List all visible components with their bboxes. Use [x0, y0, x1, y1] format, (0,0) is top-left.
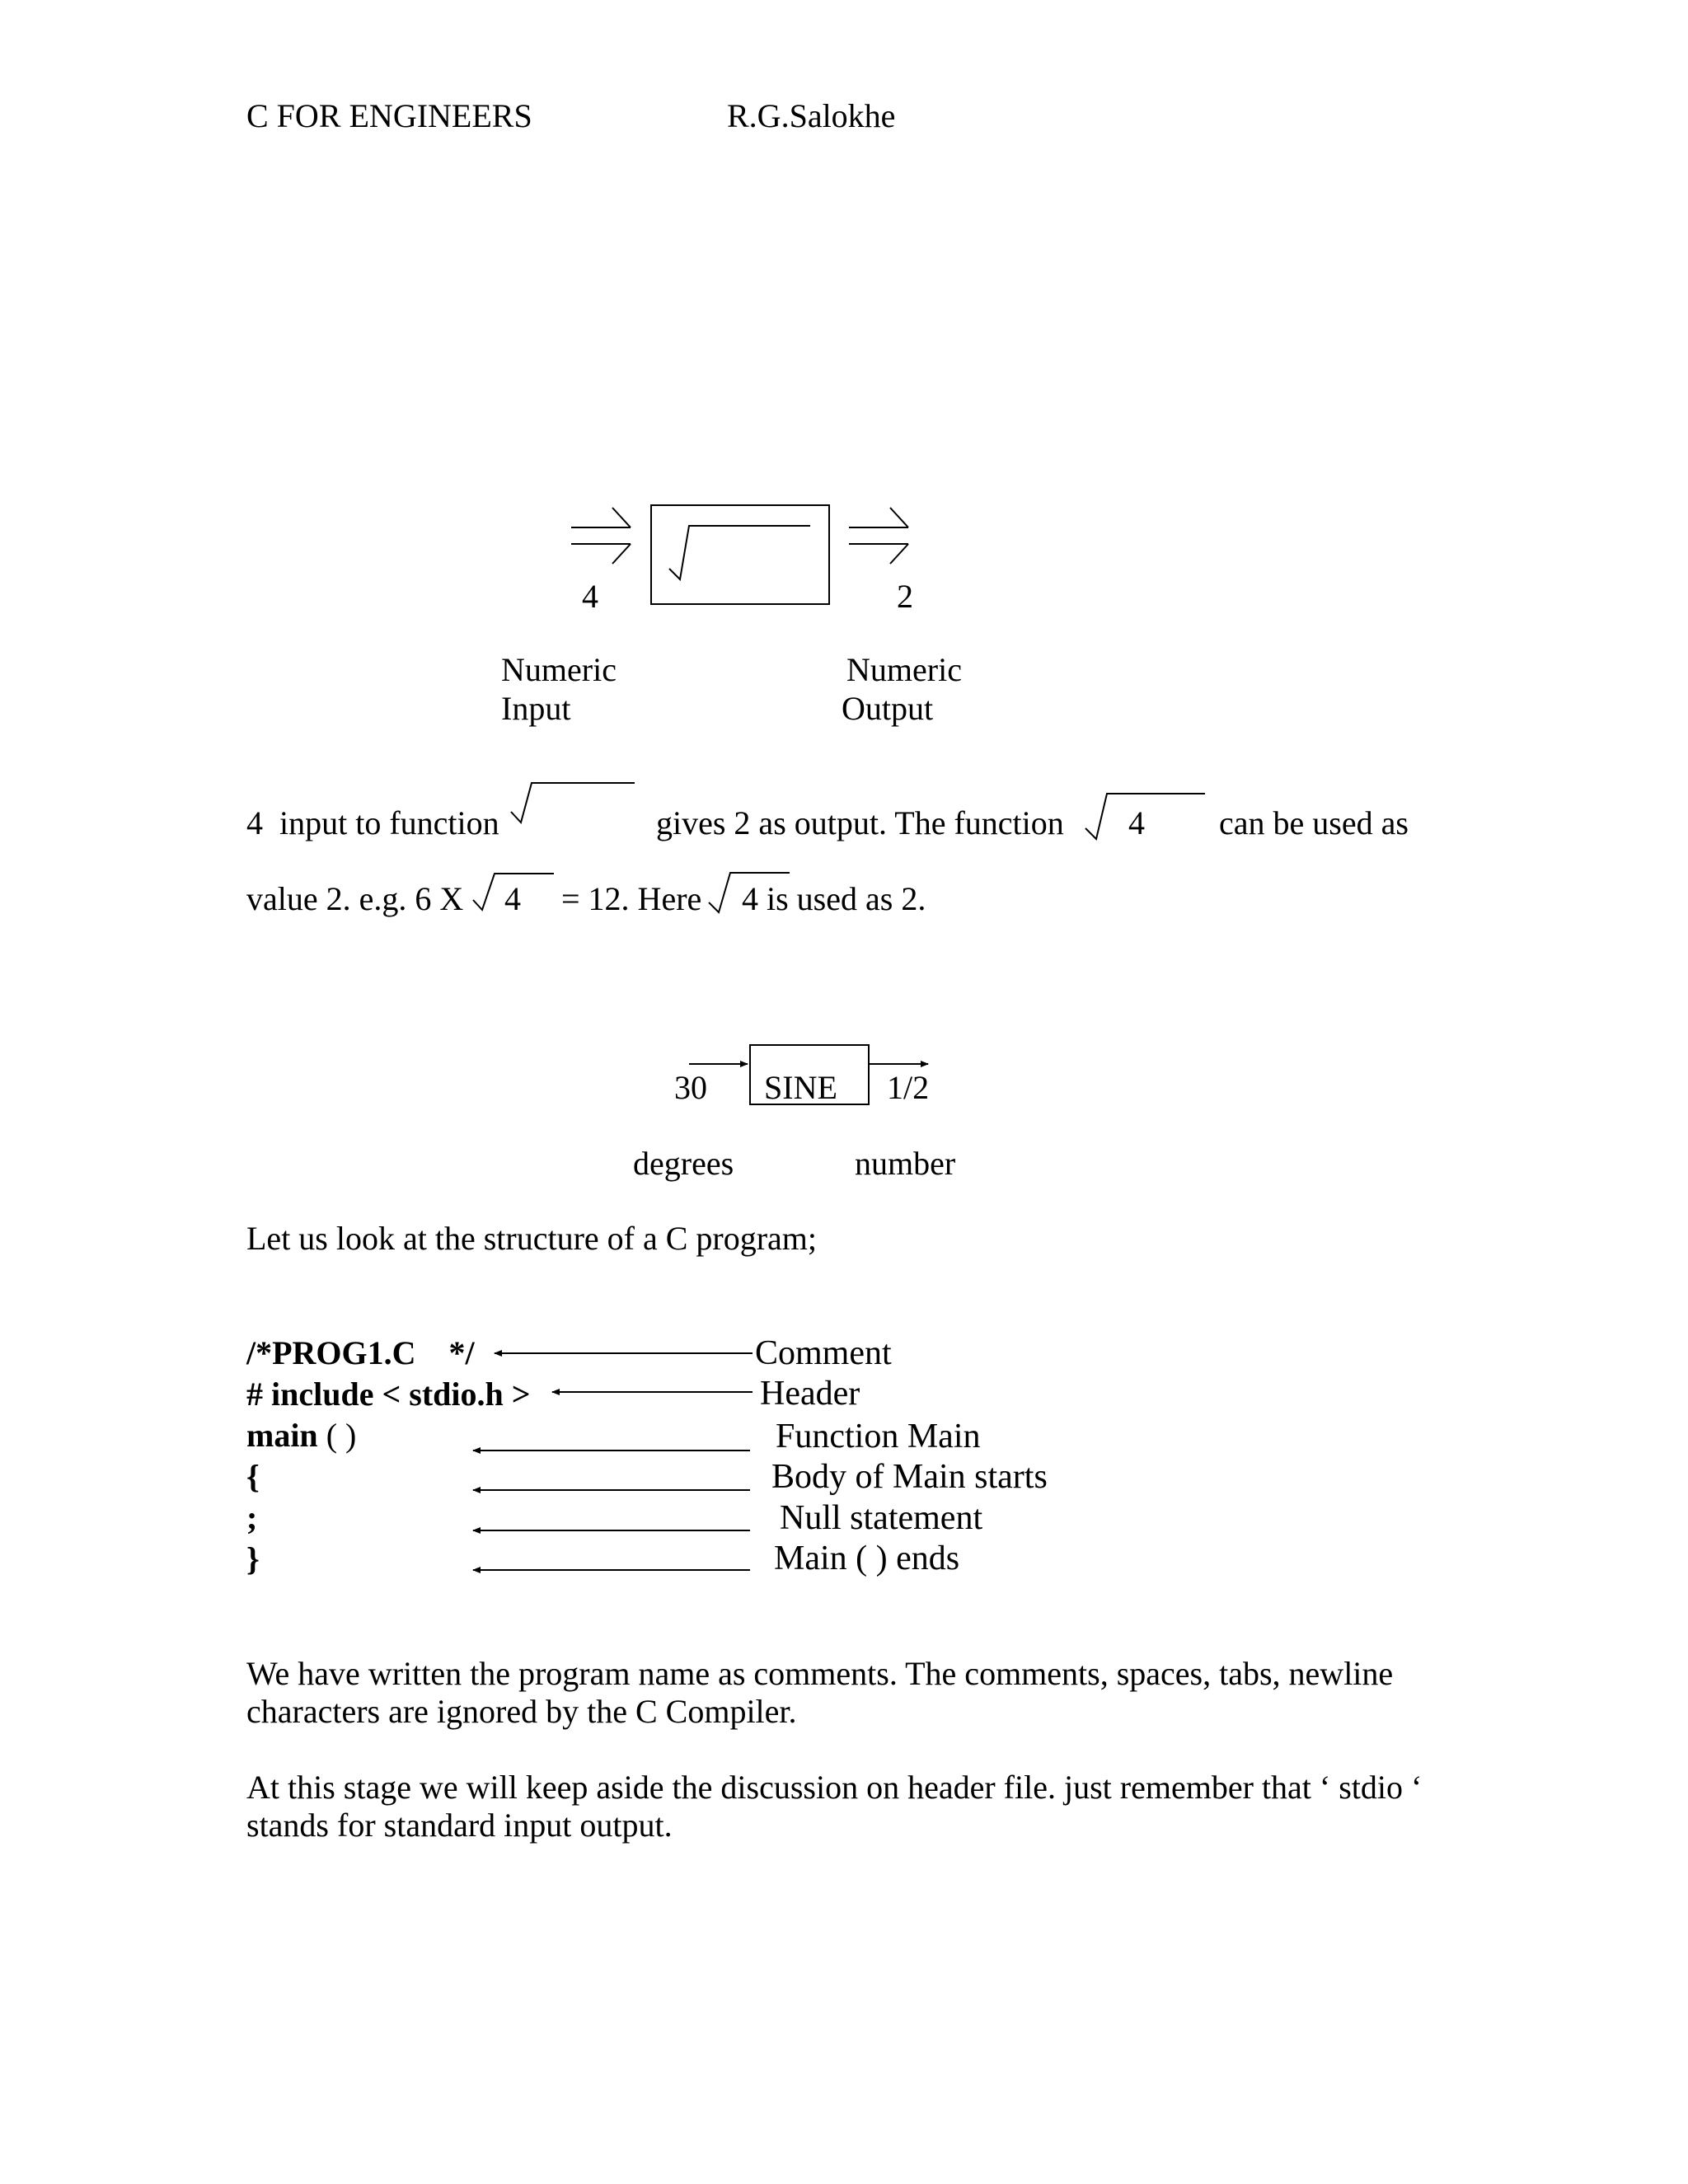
- inline-sqrt-icon-2: [1085, 794, 1205, 839]
- sqrt-text-1d: can be used as: [1219, 804, 1409, 841]
- annotation-function-main: Function Main: [776, 1418, 981, 1455]
- sqrt-input-value: 4: [582, 578, 598, 615]
- sine-box-label: SINE: [764, 1069, 837, 1106]
- code-line-close-brace: }: [246, 1540, 260, 1577]
- paragraph-2-line-1: At this stage we will keep aside the discussion on header file. just remember that ‘ stdio ‘: [246, 1769, 1423, 1806]
- output-double-arrow-icon: [849, 508, 908, 564]
- structure-intro: Let us look at the structure of a C program;: [246, 1220, 818, 1257]
- code-line-null-statement: ;: [246, 1499, 258, 1536]
- annotation-header: Header: [760, 1375, 860, 1413]
- sine-input-unit: degrees: [633, 1145, 734, 1182]
- code-line-main: [246, 1419, 356, 1452]
- sqrt-text-1a: 4 input to function: [246, 804, 499, 841]
- numeric-input-label-1: Numeric: [501, 651, 617, 688]
- paragraph-2-line-2: stands for standard input output.: [246, 1807, 673, 1844]
- document-title: C FOR ENGINEERS: [246, 97, 532, 134]
- sqrt-function-box: [651, 505, 829, 604]
- sqrt-text-2c: = 12. Here: [561, 880, 702, 917]
- input-double-arrow-icon: [571, 508, 631, 564]
- paragraph-1-line-1: We have written the program name as comments. The comments, spaces, tabs, newline: [246, 1655, 1394, 1692]
- sqrt-symbol-icon: [669, 526, 810, 579]
- sqrt-text-2b: 4: [504, 880, 521, 917]
- annotation-main-ends: Main ( ) ends: [774, 1540, 960, 1577]
- annotation-body-starts: Body of Main starts: [771, 1458, 1048, 1496]
- sqrt-output-value: 2: [897, 578, 913, 615]
- sqrt-text-1b: gives 2 as output. The function: [656, 804, 1064, 841]
- numeric-input-label-2: Input: [501, 690, 571, 727]
- annotation-null-statement: Null statement: [780, 1499, 983, 1537]
- code-main-keyword: main: [246, 1417, 318, 1454]
- sine-output-value: 1/2: [887, 1069, 930, 1106]
- sqrt-text-1c: 4: [1128, 804, 1145, 841]
- code-line-include: # include < stdio.h >: [246, 1376, 531, 1413]
- code-main-parens: ( ): [317, 1417, 357, 1454]
- inline-sqrt-icon-1: [511, 783, 635, 823]
- numeric-output-label-1: Numeric: [846, 651, 962, 688]
- author-name: R.G.Salokhe: [727, 97, 896, 134]
- sqrt-text-2d: 4 is used as 2.: [742, 880, 926, 917]
- annotation-comment: Comment: [755, 1334, 892, 1372]
- sqrt-text-2a: value 2. e.g. 6 X: [246, 880, 464, 917]
- numeric-output-label-2: Output: [842, 690, 934, 727]
- paragraph-1-line-2: characters are ignored by the C Compiler.: [246, 1693, 797, 1730]
- code-line-open-brace: {: [246, 1458, 260, 1495]
- sine-output-unit: number: [855, 1145, 956, 1182]
- sine-input-value: 30: [674, 1069, 707, 1106]
- code-line-comment: /*PROG1.C */: [246, 1334, 475, 1371]
